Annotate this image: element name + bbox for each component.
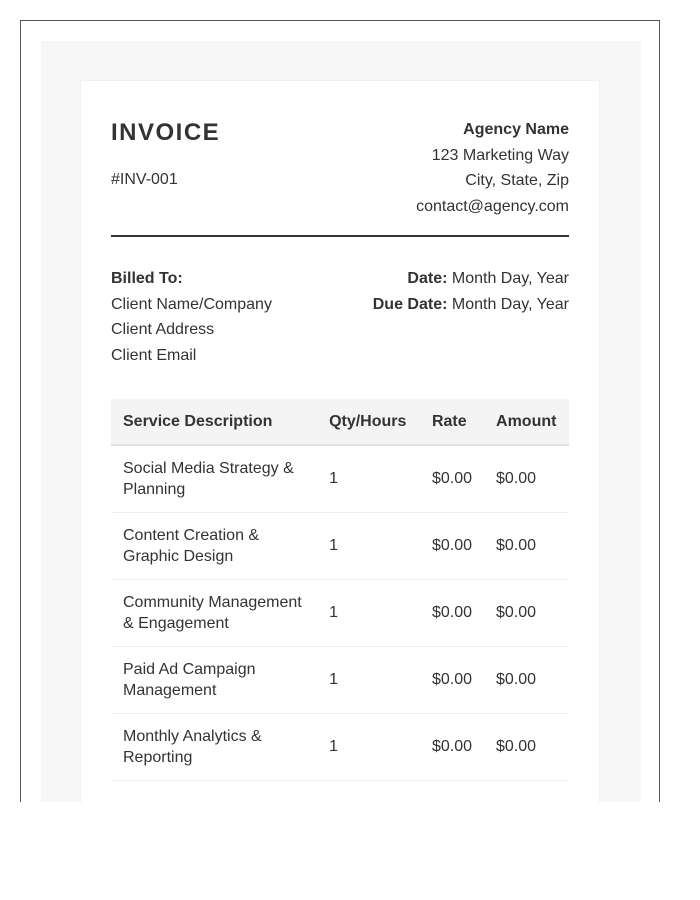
agency-name: Agency Name (463, 121, 569, 138)
row-amount: $0.00 (484, 579, 569, 646)
row-amount: $0.00 (484, 646, 569, 713)
row-amount: $0.00 (484, 512, 569, 579)
row-qty: 1 (317, 445, 420, 512)
invoice-dates (373, 266, 569, 317)
agency-address-line1: 123 Marketing Way (431, 146, 569, 164)
row-rate: $0.00 (420, 512, 484, 579)
row-qty: 1 (317, 646, 420, 713)
agency-address-line2: City, State, Zip (465, 172, 569, 189)
client-email: Client Email (111, 346, 197, 364)
row-qty: 1 (317, 713, 420, 780)
invoice-document (81, 81, 599, 802)
page-frame (20, 20, 660, 802)
header-rate: Rate (420, 399, 484, 445)
row-qty: 1 (317, 512, 420, 579)
row-qty: 1 (317, 579, 420, 646)
row-description: Monthly Analytics & Reporting (111, 713, 317, 780)
row-description: Content Creation & Graphic Design (111, 512, 317, 579)
header-amount: Amount (484, 399, 569, 445)
billing-section (111, 266, 569, 376)
page-background (41, 41, 641, 802)
row-rate: $0.00 (420, 445, 484, 512)
billed-to (111, 266, 272, 368)
table-row (111, 512, 569, 579)
billed-to-label: Billed To: (111, 270, 183, 287)
header-service-description: Service Description (111, 399, 317, 445)
invoice-number: #INV-001 (111, 171, 178, 188)
date-value: Month Day, Year (451, 270, 569, 287)
table-header-row (111, 399, 569, 445)
row-amount: $0.00 (484, 445, 569, 512)
invoice-date (373, 266, 569, 292)
row-description: Paid Ad Campaign Management (111, 646, 317, 713)
row-amount: $0.00 (484, 713, 569, 780)
header-qty-hours: Qty/Hours (317, 399, 420, 445)
row-rate: $0.00 (420, 579, 484, 646)
services-table (111, 399, 569, 781)
row-description: Social Media Strategy & Planning (111, 445, 317, 512)
table-row (111, 579, 569, 646)
table-row (111, 445, 569, 512)
table-row (111, 646, 569, 713)
client-name: Client Name/Company (111, 295, 272, 313)
client-address: Client Address (111, 321, 215, 338)
date-label: Date: (407, 270, 448, 287)
table-row (111, 713, 569, 780)
row-description: Community Management & Engagement (111, 579, 317, 646)
row-rate: $0.00 (420, 646, 484, 713)
agency-email: contact@agency.com (416, 197, 569, 215)
invoice-header (111, 111, 569, 237)
due-date-value: Month Day, Year (451, 295, 569, 313)
agency-info (416, 117, 569, 219)
invoice-title: INVOICE (111, 119, 221, 146)
due-date (373, 292, 569, 318)
due-date-label: Due Date: (372, 295, 448, 313)
row-rate: $0.00 (420, 713, 484, 780)
